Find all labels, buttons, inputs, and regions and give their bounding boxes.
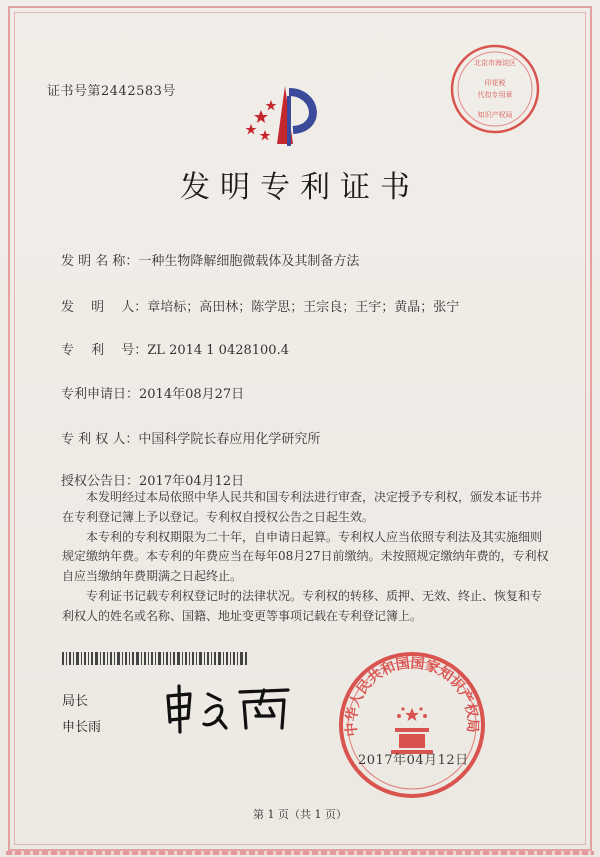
field-label: 专 利 号： [61, 343, 148, 358]
field-label: 授权公告日： [61, 474, 140, 489]
certificate-title: 发明专利证书 [180, 170, 420, 205]
director-title: 局长 [62, 694, 89, 709]
body-paragraph: 本发明经过本局依照中华人民共和国专利法进行审查，决定授予专利权，颁发本证书并在专利登记簿上予以登记。专利权自授权公告之日起生效。 [62, 490, 543, 524]
field-label: 发 明 名 称： [61, 254, 139, 269]
bottom-border [6, 851, 594, 855]
director-signature-icon [160, 682, 300, 734]
svg-text:知识产权局: 知识产权局 [477, 111, 513, 119]
field-patentee [61, 428, 320, 447]
svg-text:北京市海淀区: 北京市海淀区 [474, 59, 516, 67]
field-application-date [61, 383, 244, 402]
director-name: 申长雨 [62, 720, 102, 735]
field-label: 专 利 权 人： [61, 432, 139, 447]
agency-seal-icon [449, 43, 541, 135]
svg-text:印花税: 印花税 [484, 79, 506, 87]
field-value: 章培标；高田林；陈学思；王宗良；王宇；黄晶；张宁 [147, 300, 460, 315]
field-grant-date [61, 470, 244, 489]
svg-text:代扣专用章: 代扣专用章 [477, 91, 513, 99]
field-value: 中国科学院长春应用化学研究所 [138, 432, 321, 447]
certificate-body [62, 488, 552, 627]
field-value: 一种生物降解细胞微载体及其制备方法 [138, 254, 360, 269]
certificate-number: 证书号第2442583号 [47, 84, 176, 99]
body-paragraph: 专利证书记载专利权登记时的法律状况。专利权的转移、质押、无效、终止、恢复和专利权人的姓名或名称、国籍、地址变更等事项记载在专利登记簿上。 [62, 588, 543, 623]
patent-office-logo-icon [237, 84, 337, 154]
svg-text:中华人民共和国国家知识产权局: 中华人民共和国国家知识产权局 [343, 655, 481, 738]
body-paragraph: 本专利的专利权期限为二十年，自申请日起算。专利权人应当依照专利法及其实施细则规定缴纳年费。本专利的年费应当在每年08月27日前缴纳。未按照规定缴纳年费的，专利权自应当缴纳年费期满之日起终止。 [62, 529, 549, 584]
field-patent-number [61, 339, 289, 358]
page-number: 第 1 页（共 1 页） [253, 808, 347, 821]
barcode-icon [62, 652, 247, 665]
stamp-date: 2017年04月12日 [358, 753, 469, 768]
field-label: 专利申请日： [61, 387, 140, 402]
field-inventors [61, 296, 459, 315]
field-value: ZL 2014 1 0428100.4 [147, 343, 289, 358]
field-label: 发 明 人： [61, 300, 148, 315]
field-value: 2014年08月27日 [139, 387, 245, 402]
field-invention-name [61, 250, 359, 269]
official-seal-icon [337, 650, 487, 800]
field-value: 2017年04月12日 [139, 474, 245, 489]
